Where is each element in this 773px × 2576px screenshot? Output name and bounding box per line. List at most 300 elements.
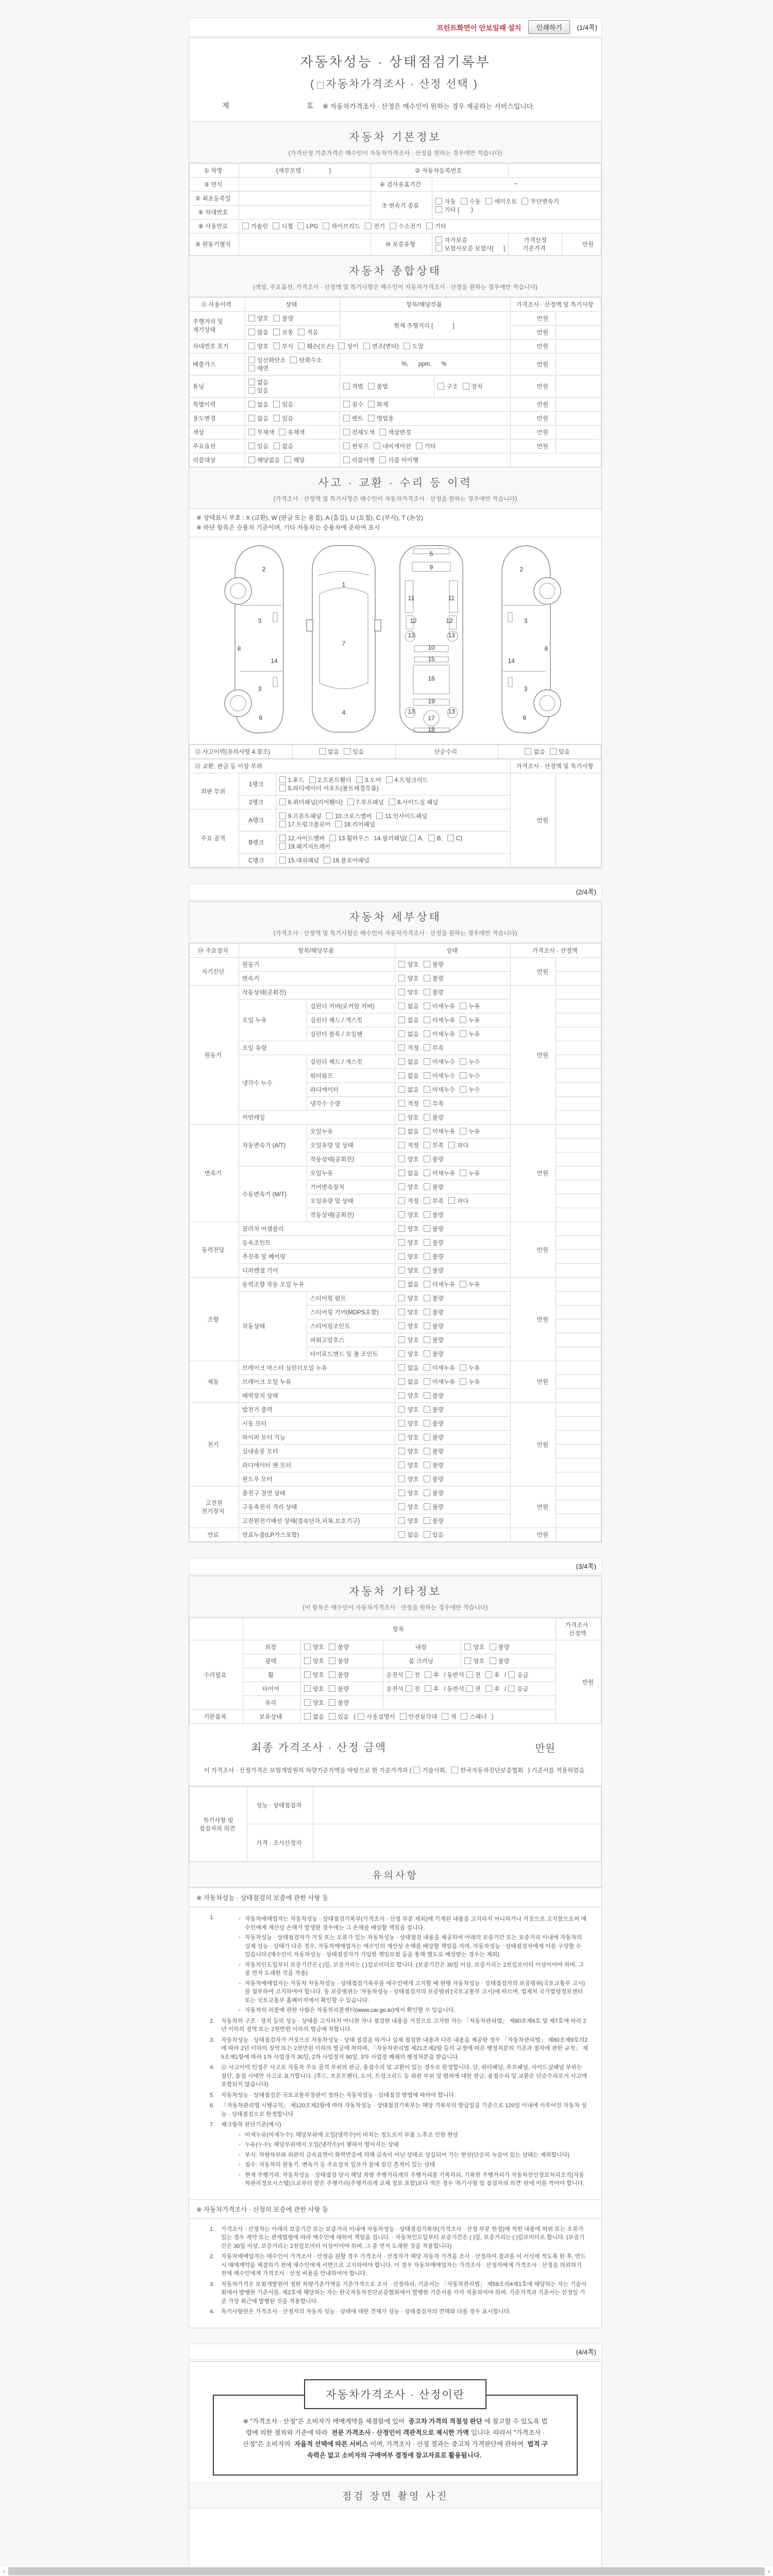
checkbox-보험사보증 보험사[ ][interactable]: [435, 244, 505, 252]
checkbox-적음[interactable]: [298, 328, 318, 336]
checkbox-box[interactable]: [298, 343, 305, 349]
checkbox-box[interactable]: [485, 1685, 492, 1692]
checkbox-불량[interactable]: [424, 1252, 444, 1261]
checkbox-불량[interactable]: [424, 1225, 444, 1233]
checkbox-box[interactable]: [435, 206, 442, 213]
checkbox-box[interactable]: [398, 989, 405, 995]
checkbox-box[interactable]: [279, 429, 285, 435]
checkbox-없음[interactable]: [273, 442, 293, 450]
checkbox-없음[interactable]: [248, 400, 268, 409]
checkbox-없음[interactable]: [398, 1280, 418, 1289]
checkbox-box[interactable]: [460, 1364, 466, 1371]
checkbox-box[interactable]: [398, 1142, 405, 1148]
checkbox-C)[interactable]: [447, 835, 462, 842]
checkbox-11.인사이드패널[interactable]: [376, 812, 427, 820]
checkbox-보통[interactable]: [273, 328, 293, 336]
checkbox-box[interactable]: [398, 1350, 405, 1357]
checkbox-기타[interactable]: [416, 442, 436, 450]
checkbox-box[interactable]: [248, 365, 255, 371]
checkbox-box[interactable]: [304, 1643, 311, 1650]
checkbox-box[interactable]: [279, 835, 286, 841]
checkbox-양호[interactable]: [398, 1294, 418, 1302]
checkbox-색상변경[interactable]: [379, 428, 411, 436]
checkbox-box[interactable]: [460, 1072, 466, 1079]
checkbox-구조[interactable]: [438, 382, 458, 391]
checkbox-누수[interactable]: [460, 1086, 480, 1094]
checkbox-불량[interactable]: [490, 1657, 510, 1665]
checkbox-불량[interactable]: [424, 1489, 444, 1497]
checkbox-불량[interactable]: [424, 1322, 444, 1330]
checkbox-6.쿼터패널(리어휀다)[interactable]: [279, 798, 343, 806]
checkbox-해당[interactable]: [284, 456, 305, 464]
checkbox-양호[interactable]: [464, 1657, 484, 1665]
checkbox-누유[interactable]: [460, 1364, 480, 1372]
checkbox-침수[interactable]: [343, 400, 363, 409]
checkbox-box[interactable]: [398, 1211, 405, 1218]
checkbox-box[interactable]: [248, 387, 255, 394]
checkbox-box[interactable]: [398, 1253, 405, 1260]
checkbox-box[interactable]: [442, 1713, 448, 1720]
checkbox-box[interactable]: [298, 329, 305, 335]
checkbox-box[interactable]: [279, 785, 286, 791]
checkbox-미세누유[interactable]: [424, 1002, 455, 1010]
checkbox-box[interactable]: [398, 1476, 405, 1482]
checkbox-불법[interactable]: [368, 382, 388, 391]
checkbox-없음[interactable]: [398, 1127, 418, 1136]
checkbox-불량[interactable]: [424, 960, 444, 969]
checkbox-box[interactable]: [424, 1253, 430, 1260]
checkbox-box[interactable]: [485, 198, 492, 205]
scrollbar-thumb[interactable]: [8, 2567, 765, 2575]
checkbox-box[interactable]: [404, 343, 410, 349]
checkbox-하이브리드[interactable]: [323, 222, 360, 230]
checkbox-box[interactable]: [343, 383, 350, 389]
checkbox-box[interactable]: [329, 1671, 335, 1678]
checkbox-있음[interactable]: [248, 386, 268, 395]
checkbox-자가보증[interactable]: [435, 236, 467, 244]
checkbox-box[interactable]: [424, 1489, 430, 1496]
checkbox-불량[interactable]: [424, 1503, 444, 1511]
checkbox-box[interactable]: [522, 198, 528, 205]
checkbox-box[interactable]: [424, 1378, 430, 1385]
checkbox-box[interactable]: [461, 198, 467, 205]
checkbox-리콜 미이행[interactable]: [379, 456, 418, 464]
checkbox-box[interactable]: [398, 1183, 405, 1190]
checkbox-box[interactable]: [466, 1685, 473, 1692]
checkbox-box[interactable]: [284, 456, 291, 463]
checkbox-box[interactable]: [343, 456, 350, 463]
checkbox-없음[interactable]: [525, 748, 545, 756]
checkbox-자동[interactable]: [435, 197, 456, 206]
checkbox-box[interactable]: [460, 1086, 466, 1093]
checkbox-불량[interactable]: [424, 1461, 444, 1469]
checkbox-box[interactable]: [424, 1170, 430, 1176]
checkbox-양호[interactable]: [398, 1211, 418, 1219]
checkbox-box[interactable]: [424, 1517, 430, 1524]
checkbox-전[interactable]: [406, 1685, 420, 1693]
checkbox-불량[interactable]: [424, 1433, 444, 1442]
checkbox-box[interactable]: [279, 812, 286, 819]
checkbox-자동차가격조사 · 산정 선택[interactable]: [317, 76, 469, 91]
checkbox-box[interactable]: [273, 401, 280, 408]
checkbox-기술사회,[interactable]: [413, 1766, 447, 1774]
checkbox-box[interactable]: [363, 343, 370, 349]
checkbox-적법[interactable]: [343, 382, 363, 391]
checkbox-불량[interactable]: [424, 1336, 444, 1344]
checkbox-12.사이드멤버[interactable]: [279, 834, 325, 842]
checkbox-box[interactable]: [273, 329, 280, 335]
checkbox-한국자동차진단보증협회[interactable]: [451, 1766, 523, 1774]
checkbox-양호[interactable]: [398, 1225, 418, 1233]
checkbox-box[interactable]: [424, 1156, 430, 1162]
scroll-right-arrow[interactable]: ›: [768, 2568, 770, 2575]
checkbox-LPG[interactable]: [297, 223, 318, 230]
checkbox-box[interactable]: [398, 1030, 405, 1037]
checkbox-box[interactable]: [297, 223, 304, 229]
checkbox-box[interactable]: [398, 1114, 405, 1121]
checkbox-box[interactable]: [398, 961, 405, 968]
checkbox-box[interactable]: [424, 1225, 430, 1232]
checkbox-양호[interactable]: [398, 1252, 418, 1261]
checkbox-불량[interactable]: [424, 1447, 444, 1455]
checkbox-기타 ( )[interactable]: [435, 206, 473, 214]
checkbox-17.트렁크플로어[interactable]: [279, 820, 331, 828]
checkbox-box[interactable]: [413, 1767, 420, 1773]
checkbox-box[interactable]: [398, 1003, 405, 1009]
checkbox-box[interactable]: [279, 799, 286, 805]
checkbox-box[interactable]: [424, 1350, 430, 1357]
checkbox-box[interactable]: [460, 1016, 466, 1023]
checkbox-box[interactable]: [424, 1058, 430, 1065]
checkbox-box[interactable]: [338, 343, 345, 349]
checkbox-미세누수[interactable]: [424, 1072, 455, 1080]
checkbox-불량[interactable]: [424, 1155, 444, 1163]
checkbox-미세누수[interactable]: [424, 1086, 455, 1094]
checkbox-box[interactable]: [329, 1713, 335, 1720]
checkbox-box[interactable]: [485, 1671, 492, 1678]
checkbox-없음[interactable]: [398, 1169, 418, 1177]
checkbox-box[interactable]: [343, 415, 350, 421]
checkbox-box[interactable]: [435, 245, 442, 251]
checkbox-box[interactable]: [464, 1657, 471, 1664]
checkbox-box[interactable]: [304, 1713, 311, 1720]
checkbox-양호[interactable]: [398, 1266, 418, 1275]
checkbox-box[interactable]: [279, 776, 286, 783]
checkbox-box[interactable]: [398, 1128, 405, 1134]
checkbox-box[interactable]: [428, 835, 435, 841]
checkbox-box[interactable]: [424, 1072, 430, 1079]
checkbox-box[interactable]: [319, 748, 326, 755]
checkbox-box[interactable]: [424, 1281, 430, 1287]
checkbox-box[interactable]: [447, 835, 454, 841]
checkbox-양호[interactable]: [398, 988, 418, 996]
checkbox-불량[interactable]: [329, 1671, 349, 1679]
checkbox-미세누유[interactable]: [424, 1378, 455, 1386]
checkbox-미세누수[interactable]: [424, 1058, 455, 1066]
checkbox-box[interactable]: [273, 415, 280, 421]
checkbox-불량[interactable]: [424, 1475, 444, 1483]
checkbox-A,[interactable]: [409, 835, 424, 842]
checkbox-box[interactable]: [398, 1503, 405, 1510]
checkbox-box[interactable]: [424, 1364, 430, 1371]
checkbox-box[interactable]: [424, 1420, 430, 1427]
checkbox-box[interactable]: [379, 456, 386, 463]
checkbox-5.라디에이터 서포트(볼트체결부품)[interactable]: [279, 784, 379, 792]
checkbox-box[interactable]: [398, 1086, 405, 1093]
checkbox-box[interactable]: [424, 1183, 430, 1190]
checkbox-box[interactable]: [329, 1685, 335, 1692]
checkbox-매연[interactable]: [248, 364, 268, 372]
checkbox-box[interactable]: [424, 1197, 430, 1204]
checkbox-box[interactable]: [398, 1309, 405, 1315]
checkbox-box[interactable]: [304, 1657, 311, 1664]
checkbox-box[interactable]: [409, 835, 416, 841]
checkbox-box[interactable]: [424, 1044, 430, 1051]
checkbox-box[interactable]: [406, 1685, 412, 1692]
checkbox-양호[interactable]: [248, 314, 268, 323]
checkbox-box[interactable]: [398, 1281, 405, 1287]
checkbox-무단변속기[interactable]: [522, 197, 559, 206]
checkbox-box[interactable]: [424, 1448, 430, 1454]
checkbox-미세누유[interactable]: [424, 1364, 455, 1372]
checkbox-유채색[interactable]: [279, 428, 305, 436]
checkbox-box[interactable]: [460, 1170, 466, 1176]
checkbox-전[interactable]: [466, 1671, 481, 1679]
checkbox-box[interactable]: [424, 1392, 430, 1399]
checkbox-box[interactable]: [368, 415, 375, 421]
checkbox-영업용[interactable]: [368, 414, 394, 422]
checkbox-box[interactable]: [248, 357, 255, 363]
checkbox-양호[interactable]: [398, 1392, 418, 1400]
checkbox-box[interactable]: [376, 812, 383, 819]
checkbox-box[interactable]: [279, 821, 286, 827]
checkbox-box[interactable]: [248, 401, 255, 408]
checkbox-후[interactable]: [425, 1671, 439, 1679]
checkbox-불량[interactable]: [424, 1405, 444, 1414]
checkbox-box[interactable]: [279, 843, 286, 850]
checkbox-box[interactable]: [550, 748, 557, 755]
checkbox-누유[interactable]: [460, 1169, 480, 1177]
checkbox-없음[interactable]: [248, 414, 268, 422]
checkbox-box[interactable]: [424, 1114, 430, 1121]
checkbox-불량[interactable]: [424, 1294, 444, 1302]
checkbox-box[interactable]: [329, 1657, 335, 1664]
checkbox-훼손(오손)[interactable]: [298, 342, 333, 350]
checkbox-box[interactable]: [273, 443, 280, 449]
checkbox-box[interactable]: [343, 401, 350, 408]
checkbox-18.리어패널[interactable]: [335, 820, 375, 828]
checkbox-box[interactable]: [424, 1128, 430, 1134]
checkbox-box[interactable]: [323, 223, 329, 229]
checkbox-양호[interactable]: [464, 1643, 484, 1651]
checkbox-box[interactable]: [398, 1016, 405, 1023]
checkbox-box[interactable]: [435, 198, 442, 205]
checkbox-전[interactable]: [466, 1685, 481, 1693]
checkbox-양호[interactable]: [398, 1461, 418, 1469]
checkbox-box[interactable]: [424, 1336, 430, 1343]
checkbox-잭[interactable]: [442, 1713, 456, 1721]
checkbox-box[interactable]: [398, 1489, 405, 1496]
checkbox-box[interactable]: [460, 1378, 466, 1385]
checkbox-양호[interactable]: [398, 1517, 418, 1525]
checkbox-양호[interactable]: [304, 1643, 324, 1651]
checkbox-상이[interactable]: [338, 342, 358, 350]
checkbox-box[interactable]: [424, 1531, 430, 1538]
checkbox-box[interactable]: [379, 429, 386, 435]
checkbox-box[interactable]: [425, 1685, 431, 1692]
checkbox-16.플로어패널[interactable]: [324, 856, 369, 865]
checkbox-box[interactable]: [390, 223, 396, 229]
checkbox-box[interactable]: [398, 1295, 405, 1301]
checkbox-box[interactable]: [508, 1685, 515, 1692]
checkbox-양호[interactable]: [398, 1419, 418, 1428]
checkbox-box[interactable]: [389, 799, 395, 805]
checkbox-box[interactable]: [368, 401, 375, 408]
checkbox-1.후드[interactable]: [279, 776, 305, 784]
checkbox-box[interactable]: [344, 748, 350, 755]
checkbox-box[interactable]: [400, 1713, 407, 1720]
checkbox-세미오토[interactable]: [485, 197, 517, 206]
checkbox-box[interactable]: [304, 1671, 311, 1678]
checkbox-box[interactable]: [424, 989, 430, 995]
checkbox-불량[interactable]: [329, 1685, 349, 1693]
checkbox-양호[interactable]: [398, 960, 418, 969]
checkbox-있음[interactable]: [248, 442, 268, 450]
checkbox-box[interactable]: [398, 1336, 405, 1343]
checkbox-부식[interactable]: [273, 342, 293, 350]
checkbox-box[interactable]: [398, 1420, 405, 1427]
checkbox-미세누유[interactable]: [424, 1127, 455, 1136]
checkbox-box[interactable]: [248, 343, 255, 349]
checkbox-누유[interactable]: [460, 1127, 480, 1136]
checkbox-3.도어[interactable]: [356, 776, 381, 784]
checkbox-가솔린[interactable]: [242, 222, 268, 230]
checkbox-box[interactable]: [398, 1072, 405, 1079]
checkbox-있음[interactable]: [424, 1531, 444, 1539]
checkbox-box[interactable]: [356, 776, 363, 783]
checkbox-box[interactable]: [358, 1713, 364, 1720]
checkbox-없음[interactable]: [398, 1016, 418, 1024]
checkbox-없음[interactable]: [319, 748, 339, 756]
checkbox-누유[interactable]: [460, 1378, 480, 1386]
checkbox-양호[interactable]: [398, 1239, 418, 1247]
checkbox-box[interactable]: [424, 1003, 430, 1009]
checkbox-box[interactable]: [248, 429, 255, 435]
checkbox-미세누유[interactable]: [424, 1030, 455, 1038]
checkbox-box[interactable]: [329, 1643, 335, 1650]
checkbox-box[interactable]: [398, 1323, 405, 1329]
checkbox-box[interactable]: [398, 1197, 405, 1204]
checkbox-box[interactable]: [398, 1239, 405, 1246]
checkbox-스패너[interactable]: [461, 1713, 486, 1721]
checkbox-box[interactable]: [317, 82, 324, 89]
checkbox-없음[interactable]: [398, 1086, 418, 1094]
checkbox-렌트[interactable]: [343, 414, 363, 422]
checkbox-box[interactable]: [398, 1267, 405, 1274]
checkbox-불량[interactable]: [424, 1239, 444, 1247]
checkbox-box[interactable]: [248, 329, 255, 335]
checkbox-후[interactable]: [425, 1685, 439, 1693]
checkbox-box[interactable]: [490, 1657, 496, 1664]
checkbox-box[interactable]: [368, 383, 375, 389]
checkbox-불량[interactable]: [424, 988, 444, 996]
checkbox-전[interactable]: [406, 1671, 420, 1679]
checkbox-수소전기[interactable]: [390, 222, 421, 230]
checkbox-후[interactable]: [485, 1685, 500, 1693]
checkbox-4.트렁크리드[interactable]: [386, 776, 428, 784]
print-install-link[interactable]: 프린트화면이 안보일때 설치: [436, 24, 522, 32]
checkbox-미세누유[interactable]: [424, 1280, 455, 1289]
checkbox-양호[interactable]: [398, 1308, 418, 1316]
checkbox-많음[interactable]: [248, 328, 268, 336]
checkbox-도말[interactable]: [404, 342, 424, 350]
checkbox-box[interactable]: [438, 383, 444, 389]
checkbox-있음[interactable]: [273, 414, 293, 422]
checkbox-탄화수소[interactable]: [290, 356, 322, 364]
checkbox-적정[interactable]: [398, 1197, 418, 1205]
checkbox-양호[interactable]: [398, 1113, 418, 1122]
checkbox-box[interactable]: [435, 236, 442, 243]
checkbox-box[interactable]: [451, 1767, 458, 1773]
checkbox-box[interactable]: [424, 1030, 430, 1037]
checkbox-양호[interactable]: [398, 1322, 418, 1330]
checkbox-box[interactable]: [424, 1309, 430, 1315]
checkbox-양호[interactable]: [398, 1475, 418, 1483]
checkbox-양호[interactable]: [304, 1671, 324, 1679]
checkbox-불량[interactable]: [490, 1643, 510, 1651]
print-button[interactable]: 인쇄하기: [528, 20, 569, 34]
scroll-left-arrow[interactable]: ‹: [3, 2568, 5, 2575]
checkbox-box[interactable]: [398, 1448, 405, 1454]
checkbox-불량[interactable]: [273, 314, 293, 323]
checkbox-없음[interactable]: [304, 1713, 324, 1721]
checkbox-box[interactable]: [279, 857, 286, 863]
checkbox-누수[interactable]: [460, 1058, 480, 1066]
checkbox-디젤[interactable]: [273, 222, 293, 230]
checkbox-box[interactable]: [242, 223, 249, 229]
checkbox-과다[interactable]: [448, 1197, 468, 1205]
checkbox-양호[interactable]: [304, 1699, 324, 1707]
checkbox-box[interactable]: [426, 223, 433, 229]
checkbox-미세누유[interactable]: [424, 1016, 455, 1024]
checkbox-box[interactable]: [460, 1058, 466, 1065]
checkbox-양호[interactable]: [398, 1405, 418, 1414]
checkbox-box[interactable]: [398, 1378, 405, 1385]
checkbox-box[interactable]: [424, 1100, 430, 1107]
checkbox-box[interactable]: [398, 1058, 405, 1065]
checkbox-box[interactable]: [463, 383, 469, 389]
checkbox-양호[interactable]: [398, 1447, 418, 1455]
checkbox-box[interactable]: [460, 1030, 466, 1037]
checkbox-box[interactable]: [508, 1671, 515, 1678]
checkbox-19.패키지트레이[interactable]: [279, 842, 331, 851]
checkbox-불량[interactable]: [424, 1517, 444, 1525]
checkbox-양호[interactable]: [398, 1336, 418, 1344]
checkbox-적정[interactable]: [398, 1141, 418, 1149]
checkbox-응급[interactable]: [508, 1685, 528, 1693]
checkbox-box[interactable]: [416, 443, 423, 449]
checkbox-box[interactable]: [424, 1086, 430, 1093]
checkbox-box[interactable]: [329, 1699, 335, 1706]
checkbox-box[interactable]: [273, 315, 280, 321]
checkbox-box[interactable]: [460, 1281, 466, 1287]
checkbox-적정[interactable]: [398, 1044, 418, 1052]
checkbox-누유[interactable]: [460, 1016, 480, 1024]
checkbox-box[interactable]: [304, 1685, 311, 1692]
checkbox-box[interactable]: [424, 1239, 430, 1246]
checkbox-box[interactable]: [248, 456, 255, 463]
checkbox-box[interactable]: [448, 1142, 455, 1148]
